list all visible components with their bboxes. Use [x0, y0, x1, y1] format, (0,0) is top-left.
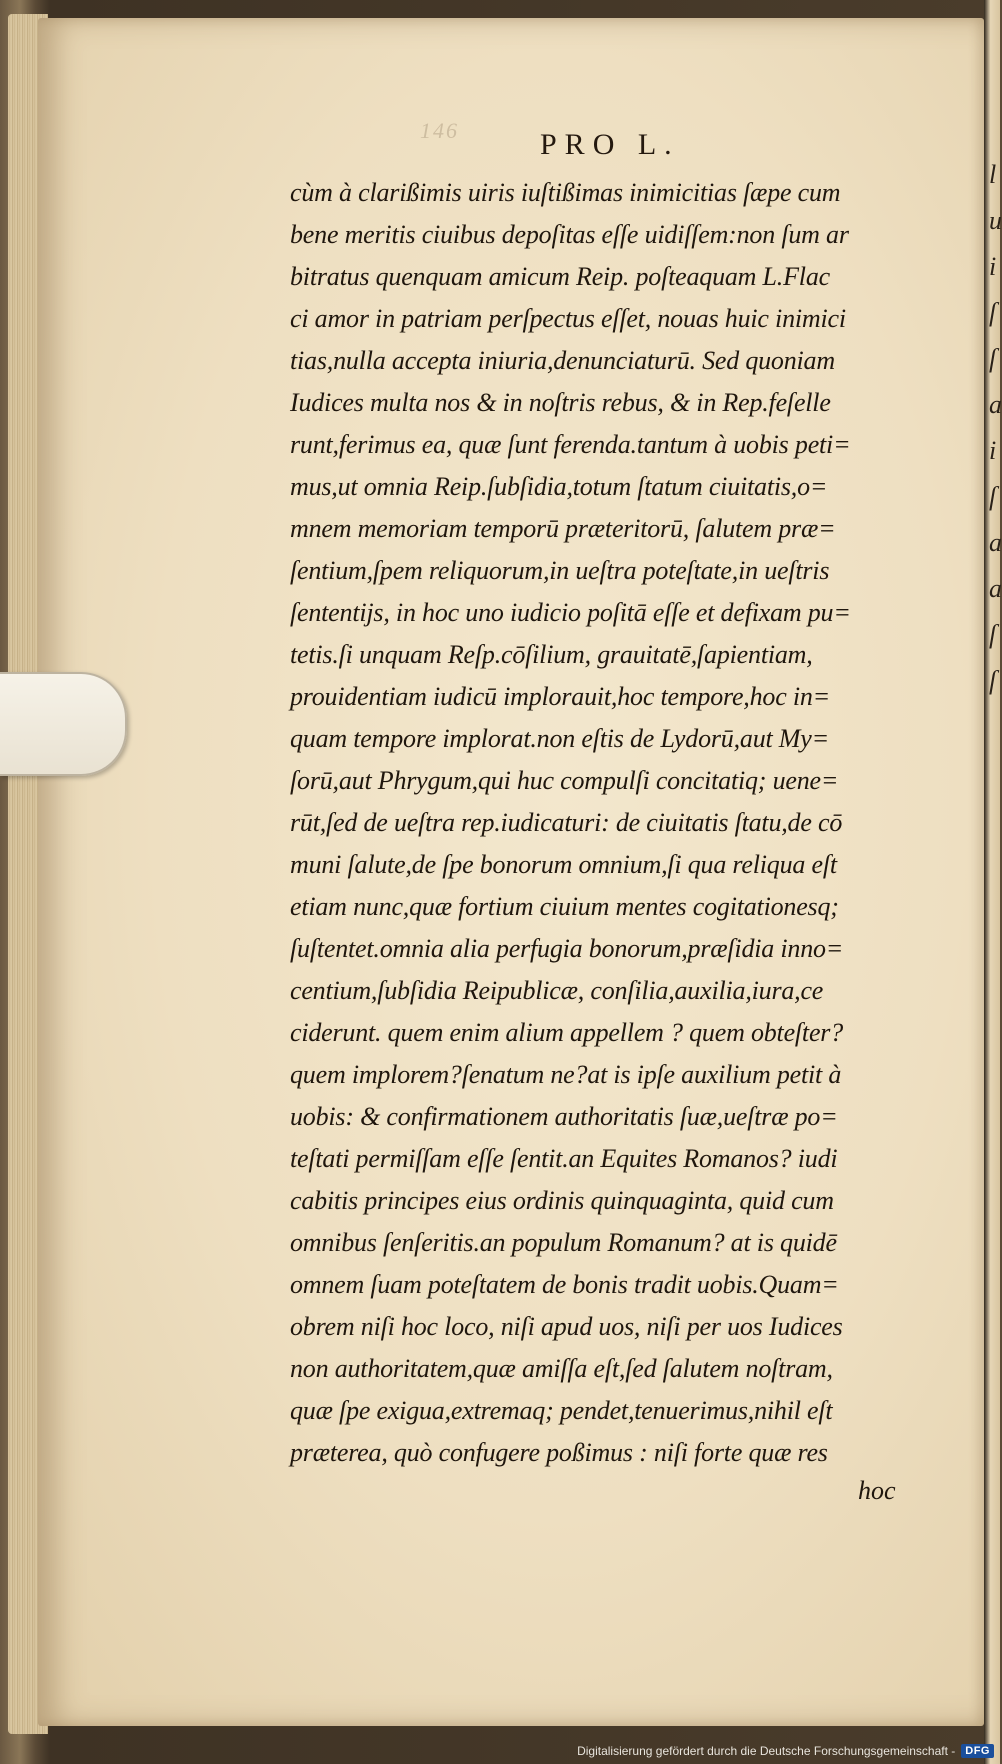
- text-line: tetis.ſi unquam Reſp.cōſilium, grauitatē,ſapientiam,: [290, 640, 813, 669]
- text-line: bitratus quenquam amicum Reip. poſteaquam L.Flac: [290, 262, 830, 291]
- facing-page-letters: [989, 160, 1000, 712]
- margin-letter: l: [989, 160, 997, 189]
- margin-letter: ſ: [989, 666, 997, 695]
- text-line: ſentium,ſpem reliquorum,in ueſtra poteſtate,in ueſtris: [290, 556, 830, 585]
- text-block: [290, 172, 930, 1474]
- dfg-logo: DFG: [961, 1744, 994, 1758]
- margin-letter: ſ: [989, 298, 997, 327]
- text-line: prouidentiam iudicū implorauit,hoc tempore,hoc in=: [290, 682, 830, 711]
- text-line: omnem ſuam poteſtatem de bonis tradit uobis.Quam=: [290, 1270, 839, 1299]
- margin-letter: ſ: [989, 482, 997, 511]
- text-line: quæ ſpe exigua,extremaq; pendet,tenuerimus,nihil eſt: [290, 1396, 833, 1425]
- margin-letter: a: [989, 574, 1002, 603]
- text-line: quem implorem?ſenatum ne?at is ipſe auxilium petit à: [290, 1060, 842, 1089]
- text-line: cabitis principes eius ordinis quinquaginta, quid cum: [290, 1186, 834, 1215]
- margin-letter: i: [989, 252, 997, 281]
- text-line: non authoritatem,quæ amiſſa eſt,ſed ſalutem noſtram,: [290, 1354, 833, 1383]
- text-line: Iudices multa nos & in noſtris rebus, & in Rep.feſelle: [290, 388, 831, 417]
- text-line: rūt,ſed de ueſtra rep.iudicaturi: de ciuitatis ſtatu,de cō: [290, 808, 843, 837]
- text-line: mus,ut omnia Reip.ſubſidia,totum ſtatum ciuitatis,o=: [290, 472, 828, 501]
- text-line: obrem niſi hoc loco, niſi apud uos, niſi per uos Iudices: [290, 1312, 843, 1341]
- margin-letter: u: [989, 206, 1002, 235]
- text-line: tias,nulla accepta iniuria,denunciaturū. Sed quoniam: [290, 346, 835, 375]
- text-line: omnibus ſenſeritis.an populum Romanum? at is quidē: [290, 1228, 837, 1257]
- text-line: uobis: & confirmationem authoritatis ſuæ,ueſtræ po=: [290, 1102, 838, 1131]
- text-line: runt,ferimus ea, quæ ſunt ferenda.tantum à uobis peti=: [290, 430, 851, 459]
- text-line: ciderunt. quem enim alium appellem ? quem obteſter?: [290, 1018, 844, 1047]
- margin-letter: a: [989, 528, 1002, 557]
- text-line: teſtati permiſſam eſſe ſentit.an Equites Romanos? iudi: [290, 1144, 838, 1173]
- text-line: mnem memoriam temporū præteritorū, ſalutem præ=: [290, 514, 836, 543]
- margin-letter: ſ: [989, 344, 997, 373]
- ghost-page-number: 146: [420, 118, 459, 143]
- text-line: cùm à clarißimis uiris iuſtißimas inimicitias ſæpe cum: [290, 178, 841, 207]
- text-line: præterea, quò confugere poßimus : niſi forte quæ res: [290, 1438, 828, 1467]
- text-line: quam tempore implorat.non eſtis de Lydorū,aut My=: [290, 724, 829, 753]
- text-line: etiam nunc,quæ fortium ciuium mentes cogitationesq;: [290, 892, 839, 921]
- footer: [577, 1744, 994, 1758]
- margin-letter: i: [989, 436, 997, 465]
- text-line: bene meritis ciuibus depoſitas eſſe uidiſſem:non ſum ar: [290, 220, 849, 249]
- text-line: ſuſtentet.omnia alia perfugia bonorum,præſidia inno=: [290, 934, 844, 963]
- text-line: centium,ſubſidia Reipublicæ, conſilia,auxilia,iura,ce: [290, 976, 824, 1005]
- footer-credit: Digitalisierung gefördert durch die Deutsche Forschungsgemeinschaft -: [577, 1744, 956, 1758]
- text-line: ci amor in patriam perſpectus eſſet, nouas huic inimici: [290, 304, 846, 333]
- running-head: PRO L.: [540, 128, 680, 161]
- catchword: hoc: [858, 1476, 896, 1505]
- text-line: muni ſalute,de ſpe bonorum omnium,ſi qua reliqua eſt: [290, 850, 837, 879]
- text-line: ſorū,aut Phrygum,qui huc compulſi concitatiq; uene=: [290, 766, 839, 795]
- margin-letter: a: [989, 390, 1002, 419]
- margin-letter: ſ: [989, 620, 997, 649]
- text-line: ſententijs, in hoc uno iudicio poſitā eſſe et defixam pu=: [290, 598, 851, 627]
- bookmark-tab: [0, 672, 127, 776]
